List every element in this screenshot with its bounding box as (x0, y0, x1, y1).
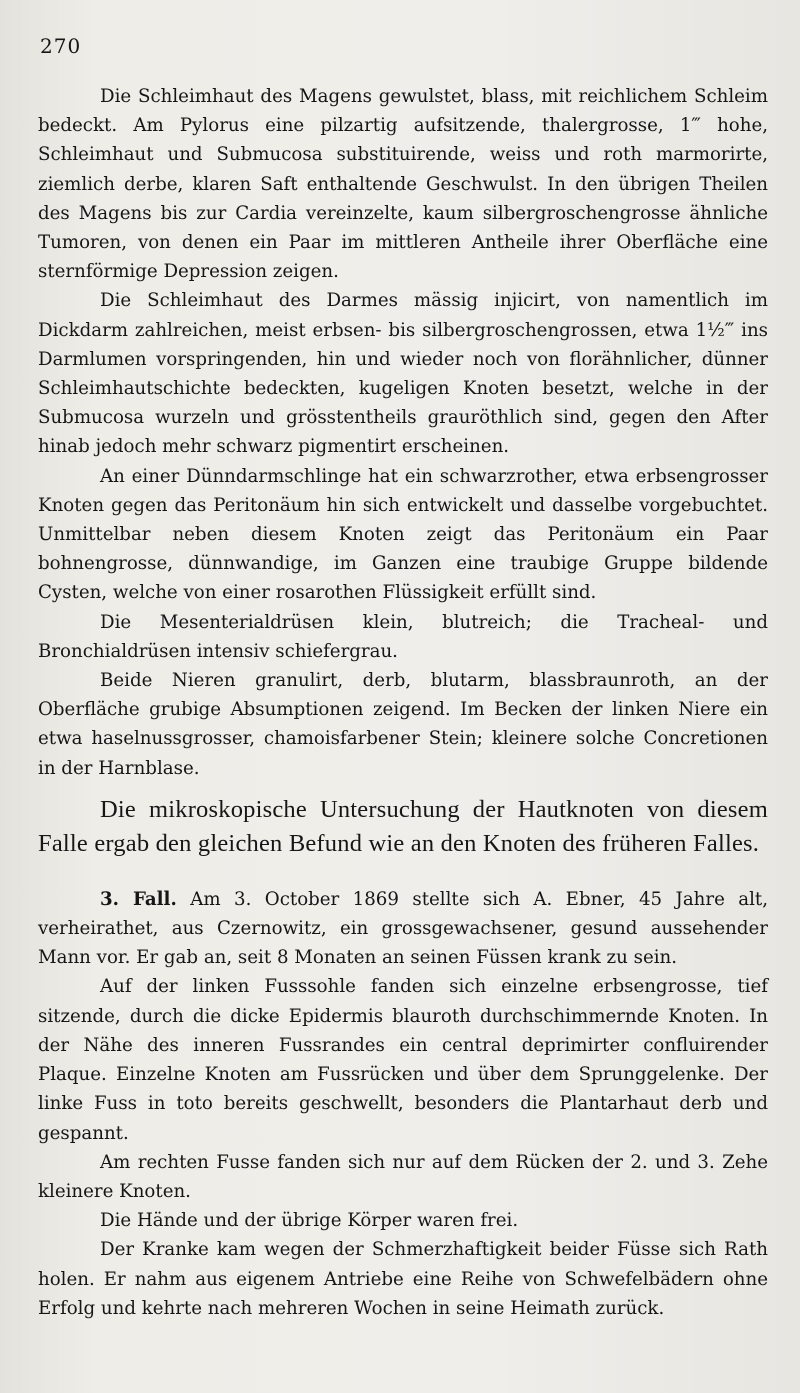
case-label: 3. Fall. (100, 888, 177, 910)
paragraph-right-foot: Am rechten Fusse fanden sich nur auf dem Rücken der 2. und 3. Zehe kleinere Knoten. (38, 1151, 768, 1202)
section-heading: Die mikroskopische Untersuchung der Hautknoten von diesem Falle ergab den gleichen Befund wie an den Knoten des früheren Falles. (38, 795, 768, 857)
paragraph-hands: Die Hände und der übrige Körper waren frei. (100, 1210, 519, 1232)
page-number: 270 (40, 34, 82, 58)
paragraph-patient-return: Der Kranke kam wegen der Schmerzhaftigkeit beider Füsse sich Rath holen. Er nahm aus eigenem Antriebe eine Reihe von Schwefelbädern ohne Erfolg und kehrte nach mehreren Wochen in seine Heimath zurück. (38, 1239, 768, 1319)
paragraph-glands: Die Mesenterialdrüsen klein, blutreich; die Tracheal- und Bronchialdrüsen intensiv schiefergrau. (38, 611, 768, 662)
case-intro-text: Am 3. October 1869 stellte sich A. Ebner, 45 Jahre alt, verheirathet, aus Czernowitz, ein grossgewachsener, gesund aussehender Mann vor. Er gab an, seit 8 Monaten an seinen Füssen krank zu sein. (38, 888, 768, 969)
paragraph-small-intestine: An einer Dünndarmschlinge hat ein schwarzrother, etwa erbsengrosser Knoten gegen das Peritonäum hin sich entwickelt und dasselbe vorgebuchtet. Unmittelbar neben diesem Knoten zeigt das Peritonäum ein Paar bohnengrosse, dünnwandige, im Ganzen eine traubige Gruppe bildende Cysten, welche von einer rosarothen Flüssigkeit erfüllt sind. (38, 465, 768, 604)
paragraph-intestine: Die Schleimhaut des Darmes mässig injicirt, von namentlich im Dickdarm zahlreichen, meist erbsen- bis silbergroschengrossen, etwa 1½‴ ins Darmlumen vorspringenden, hin und wieder noch von florähnlicher, dünner Schleimhautschichte bedeckten, kugeligen Knoten besetzt, welche in der Submucosa wurzeln und grösstentheils grauröthlich sind, gegen den After hinab jedoch mehr schwarz pigmentirt erscheinen. (38, 290, 768, 458)
paragraph-stomach: Die Schleimhaut des Magens gewulstet, blass, mit reichlichem Schleim bedeckt. Am Pylorus eine pilzartig aufsitzende, thalergrosse, 1‴ hohe, Schleimhaut und Submucosa substituirende, weiss und roth marmorirte, ziemlich derbe, klaren Saft enthaltende Geschwulst. In den übrigen Theilen des Magens bis zur Cardia vereinzelte, kaum silbergroschengrosse ähnliche Tumoren, von denen ein Paar im mittleren Antheile ihrer Oberfläche eine sternförmige Depression zeigen. (38, 86, 768, 283)
paragraph-kidneys: Beide Nieren granulirt, derb, blutarm, blassbraunroth, an der Oberfläche grubige Absumptionen zeigend. Im Becken der linken Niere ein etwa haselnussgrosser, chamoisfarbener Stein; kleinere solche Concretionen in der Harnblase. (38, 670, 768, 779)
paragraph-left-foot: Auf der linken Fusssohle fanden sich einzelne erbsengrosse, tief sitzende, durch die dicke Epidermis blauroth durchschimmernde Knoten. In der Nähe des inneren Fussrandes ein central deprimirter confluirender Plaque. Einzelne Knoten am Fussrücken und über dem Sprunggelenke. Der linke Fuss in toto bereits geschwellt, besonders die Plantarhaut derb und gespannt. (38, 976, 768, 1144)
case-intro (38, 885, 768, 973)
page-body (38, 82, 768, 1323)
